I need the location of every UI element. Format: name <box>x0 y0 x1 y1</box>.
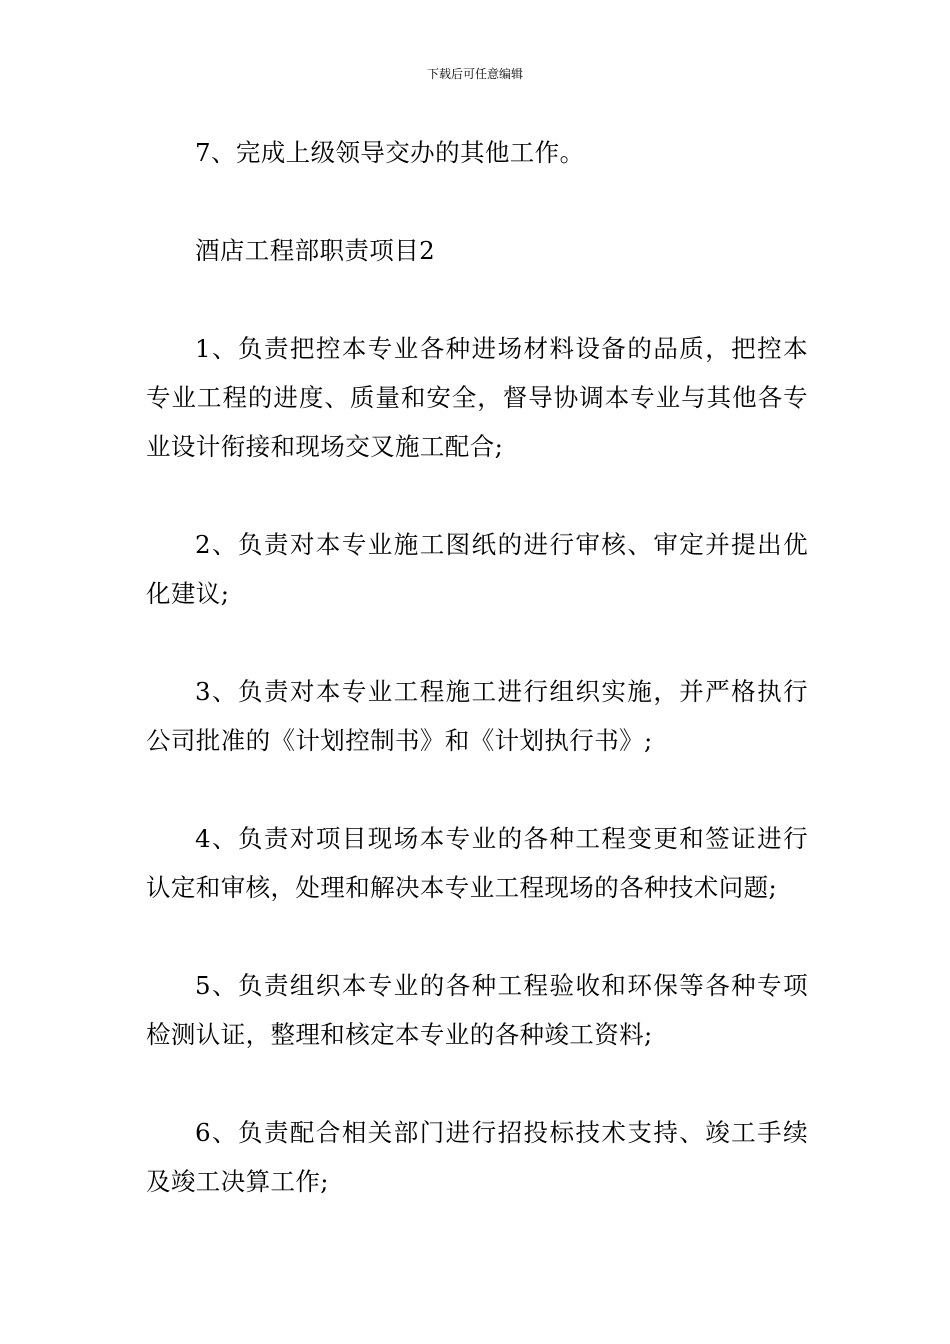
paragraph-item-7: 7、完成上级领导交办的其他工作。 <box>195 138 585 167</box>
paragraph-item-4: 4、负责对项目现场本专业的各种工程变更和签证进行认定和审核，处理和解决本专业工程现场的各种技术问题; <box>146 824 808 902</box>
paragraph-item-5: 5、负责组织本专业的各种工程验收和环保等各种专项检测认证，整理和核定本专业的各种竣工资料; <box>146 971 808 1049</box>
paragraph-item-3: 3、负责对本专业工程施工进行组织实施，并严格执行公司批准的《计划控制书》和《计划执行书》; <box>146 677 808 755</box>
paragraph-item-6: 6、负责配合相关部门进行招投标技术支持、竣工手续及竣工决算工作; <box>146 1118 808 1196</box>
page-header: 下载后可任意编辑 <box>426 67 523 81</box>
section-heading: 酒店工程部职责项目2 <box>195 236 436 265</box>
paragraph-item-1: 1、负责把控本专业各种进场材料设备的品质，把控本专业工程的进度、质量和安全，督导协调本专业与其他各专业设计衔接和现场交叉施工配合; <box>146 334 808 461</box>
paragraph-item-2: 2、负责对本专业施工图纸的进行审核、审定并提出优化建议; <box>146 530 808 608</box>
document-body <box>146 128 808 1255</box>
